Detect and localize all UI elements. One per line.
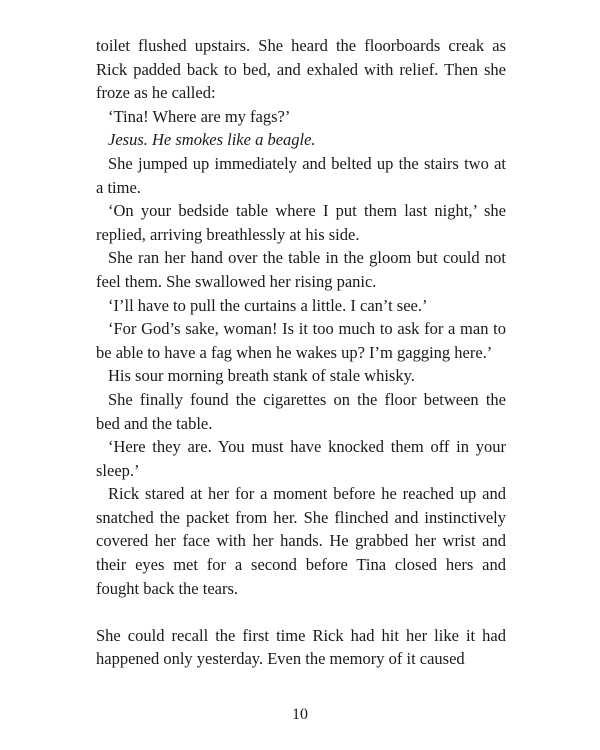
paragraph-italic-thought: Jesus. He smokes like a beagle. xyxy=(108,130,316,150)
paragraph-section-start: She could recall the first time Rick had hit her like it had happened only yesterday. Even the memory of it caused xyxy=(96,625,506,669)
paragraph: toilet flushed upstairs. She heard the floorboards creak as Rick padded back to bed, and exhaled with relief. Then she froze as he called: xyxy=(96,36,506,103)
paragraph: She jumped up immediately and belted up the stairs two at a time. xyxy=(96,153,506,197)
paragraph: Rick stared at her for a moment before he reached up and snatched the packet from her. She flinched and instinctively covered her face with her hands. He grabbed her wrist and their eyes met for a second before Tina closed hers and fought back the tears. xyxy=(96,484,506,598)
paragraph: ‘On your bedside table where I put them last night,’ she replied, arriving breathlessly at his side. xyxy=(96,201,506,244)
paragraph: She finally found the cigarettes on the floor between the bed and the table. xyxy=(96,389,506,433)
paragraph: ‘I’ll have to pull the curtains a little. I can’t see.’ xyxy=(108,295,428,315)
paragraph: His sour morning breath stank of stale whisky. xyxy=(108,366,415,386)
paragraph: ‘Tina! Where are my fags?’ xyxy=(108,106,291,126)
page-number: 10 xyxy=(292,706,308,723)
paragraph: ‘Here they are. You must have knocked them off in your sleep.’ xyxy=(96,437,506,480)
paragraph: She ran her hand over the table in the gloom but could not feel them. She swallowed her rising panic. xyxy=(96,248,506,291)
paragraph: ‘For God’s sake, woman! Is it too much to ask for a man to be able to have a fag when he wakes up? I’m gagging here.’ xyxy=(96,319,506,362)
page-body xyxy=(96,34,506,671)
